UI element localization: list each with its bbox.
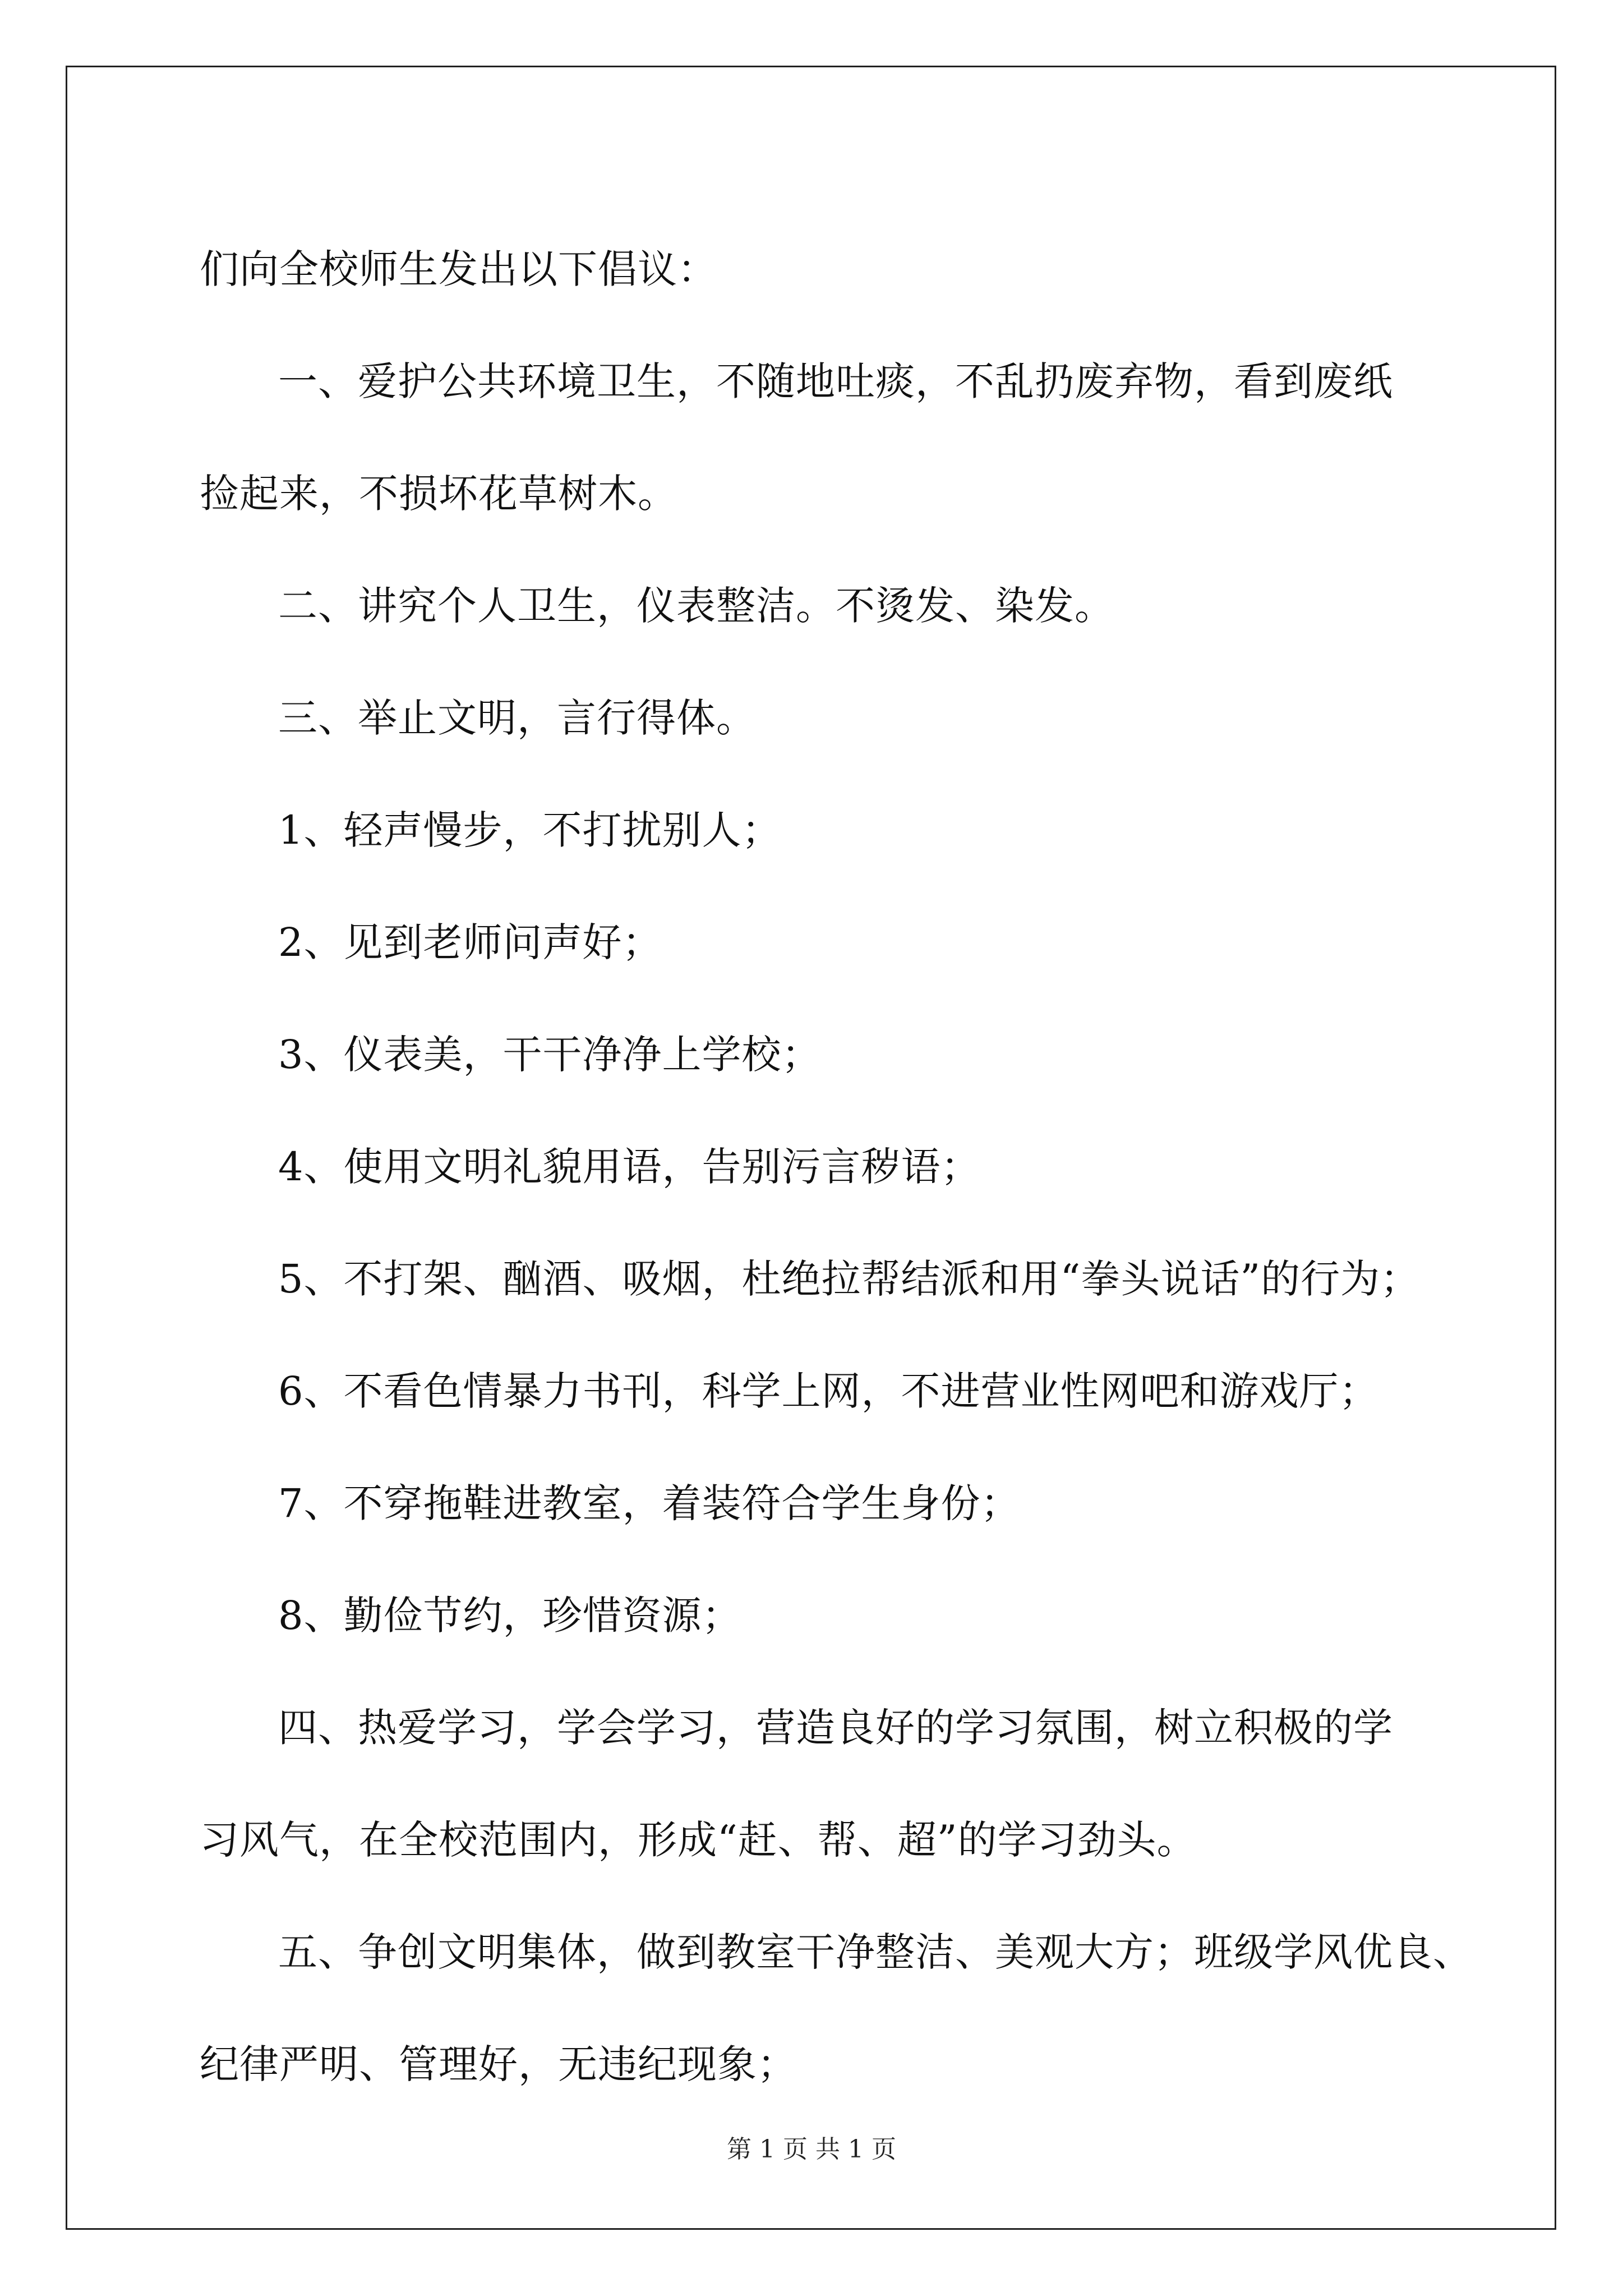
- page-footer: 第 1 页 共 1 页: [727, 2135, 896, 2164]
- paragraph-line-p3-1-0: 1、轻声慢步，不打扰别人；: [278, 807, 782, 853]
- paragraph-line-p3-5-0: 5、不打架、酗酒、吸烟，杜绝拉帮结派和用“拳头说话”的行为；: [278, 1256, 1421, 1302]
- paragraph-line-p3-3-0: 3、仪表美，干干净净上学校；: [278, 1032, 822, 1078]
- paragraph-line-p3-6-0: 6、不看色情暴力书刊，科学上网，不进营业性网吧和游戏厅；: [278, 1368, 1379, 1414]
- paragraph-line-p5-0: 五、争创文明集体，做到教室干净整洁、美观大方；班级学风优良、: [278, 1929, 1473, 1975]
- paragraph-line-p3-8-0: 8、勤俭节约，珍惜资源；: [278, 1593, 742, 1639]
- paragraph-line-p3-2-0: 2、见到老师问声好；: [278, 919, 662, 965]
- paragraph-line-p5-1: 纪律严明、管理好，无违纪现象；: [200, 2041, 797, 2087]
- paragraph-line-p1-0: 一、爱护公共环境卫生，不随地吐痰，不乱扔废弃物，看到废纸: [278, 358, 1393, 404]
- document-body: [200, 213, 1473, 2120]
- paragraph-line-p2-0: 二、讲究个人卫生，仪表整洁。不烫发、染发。: [278, 583, 1114, 629]
- paragraph-line-p3-7-0: 7、不穿拖鞋进教室，着装符合学生身份；: [278, 1480, 1021, 1526]
- paragraph-line-p3-4-0: 4、使用文明礼貌用语，告别污言秽语；: [278, 1144, 981, 1190]
- paragraph-line-p1-1: 捡起来，不损坏花草树木。: [200, 471, 677, 517]
- paragraph-line-p4-1: 习风气，在全校范围内，形成“赶、帮、超”的学习劲头。: [200, 1817, 1197, 1863]
- paragraph-line-intro-0: 们向全校师生发出以下倡议：: [200, 246, 717, 292]
- paragraph-line-p3-0: 三、举止文明，言行得体。: [278, 695, 756, 741]
- paragraph-line-p4-0: 四、热爱学习，学会学习，营造良好的学习氛围，树立积极的学: [278, 1705, 1393, 1751]
